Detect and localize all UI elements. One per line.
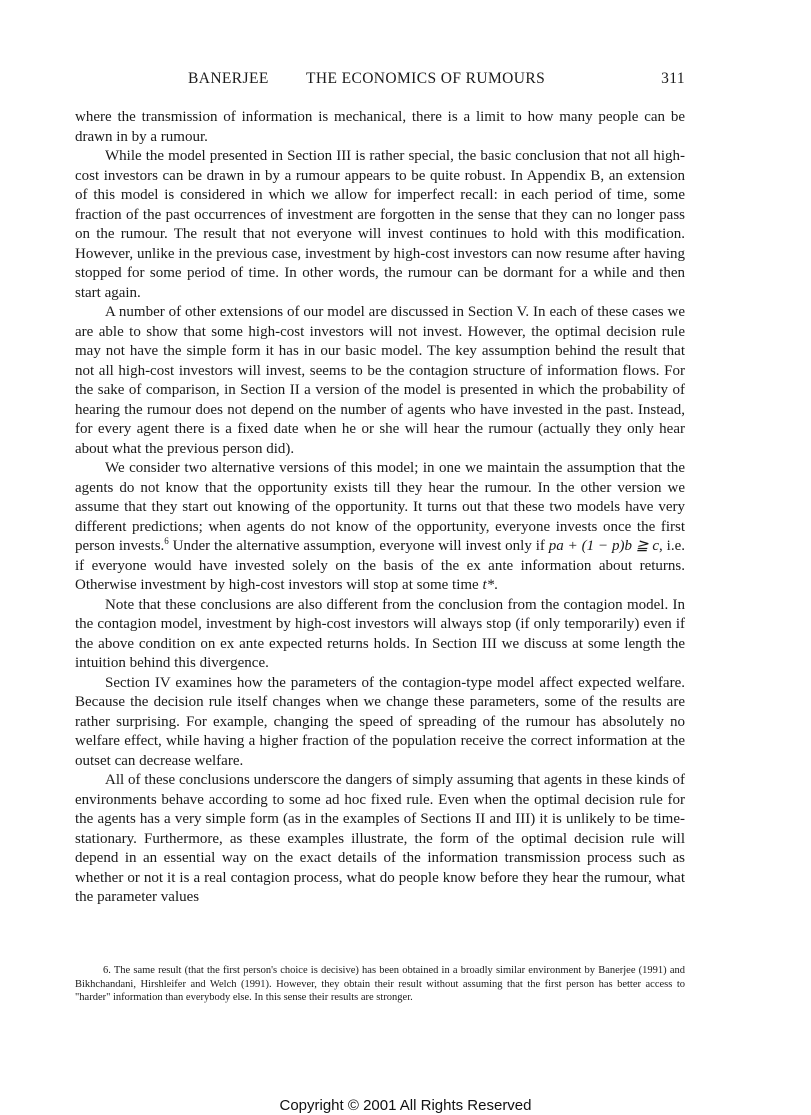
footnote-text: The same result (that the first person's choice is decisive) has been obtained in a broadly similar environment by Banerjee (1991) and Bikhchandani, Hirshleifer and Welch (1991). However, they obtain their result without assuming that the first person has better access to "harder" information than everybody else. In this sense their results are stronger.: [75, 965, 685, 1004]
running-head-author: BANERJEE: [188, 70, 269, 87]
paragraph-3: A number of other extensions of our model are discussed in Section V. In each of these cases we are able to show that some high-cost investors will not invest. However, the optimal decision rule may not have the simple form it has in our basic model. The key assumption behind the result that not all high-cost investors will invest, seems to be the contagion structure of information flows. For the sake of comparison, in Section II a version of the model is presented in which the probability of hearing the rumour does not depend on the number of agents who have invested in the past. Instead, for every agent there is a fixed date when he or she will hear the rumour (actually they only hear about what the previous person did).: [75, 304, 685, 457]
paragraph-5: Note that these conclusions are also different from the conclusion from the contagion model. In the contagion model, investment by high-cost investors will always stop (if only temporarily) even if the above condition on ex ante expected returns holds. In Section III we discuss at some length the intuition behind this divergence.: [75, 596, 685, 671]
paragraph-6: Section IV examines how the parameters of the contagion-type model affect expected welfare. Because the decision rule itself changes when we change these parameters, some of the results are rather surprising. For example, changing the speed of spreading of the rumour has absolutely no welfare effect, while having a higher fraction of the population receive the correct information at the outset can decrease welfare.: [75, 674, 685, 769]
body-text: [75, 108, 685, 908]
paragraph-4-text-d: .: [494, 577, 498, 593]
paragraph-1: where the transmission of information is mechanical, there is a limit to how many people can be drawn in by a rumour.: [75, 109, 685, 145]
running-head-title: THE ECONOMICS OF RUMOURS: [306, 70, 546, 87]
footnote-6: [75, 964, 685, 1005]
footnote-ref-6: 6: [164, 536, 169, 546]
copyright-notice: Copyright © 2001 All Rights Reserved: [279, 1097, 532, 1114]
paragraph-4: [75, 459, 685, 596]
paragraph-7: All of these conclusions underscore the dangers of simply assuming that agents in these kinds of environments behave according to some ad hoc fixed rule. Even when the optimal decision rule for the agents has a very simple form (as in the examples of Sections II and III) it is unlikely to be time-stationary. Furthermore, as these examples illustrate, the form of the optimal decision rule will depend in an essential way on the exact details of the information transmission process such as whether or not it is a real contagion process, what do people know before they hear the rumour, what the parameter values: [75, 772, 685, 905]
paragraph-2: While the model presented in Section III is rather special, the basic conclusion that not all high-cost investors can be drawn in by a rumour appears to be quite robust. In Appendix B, an extension of this model is considered in which we allow for imperfect recall: in each period of time, some fraction of the past occurrences of investment are forgotten in the sense that they can no longer pass on the rumour. The result that not everyone will invest continues to hold with this modification. However, unlike in the previous case, investment by high-cost investors can now resume after having stopped for some period of time. In other words, the rumour can be dormant for a while and then start again.: [75, 148, 685, 301]
page-number: 311: [661, 70, 685, 87]
time-symbol: t*: [482, 577, 495, 593]
paragraph-4-text-a: We consider two alternative versions of this model; in one we maintain the assumption that the agents do not know that the opportunity exists till they hear the rumour. In the other version we assume that they start out knowing of the opportunity. It turns out that these two models have very different predictions; when agents do not know of the opportunity, everyone invests once the first person invests.: [75, 460, 685, 554]
paragraph-4-text-c: , i.e. if everyone would have invested solely on the basis of the ex ante information about returns. Otherwise investment by high-cost investors will stop at some time: [75, 538, 686, 593]
footnotes: [75, 964, 685, 1005]
inequality-formula: pa + (1 − p)b ≧ c: [548, 538, 660, 554]
footnote-number: 6.: [103, 965, 111, 976]
running-head: [75, 70, 685, 92]
paragraph-4-text-b: Under the alternative assumption, everyone will invest only if: [168, 538, 549, 554]
